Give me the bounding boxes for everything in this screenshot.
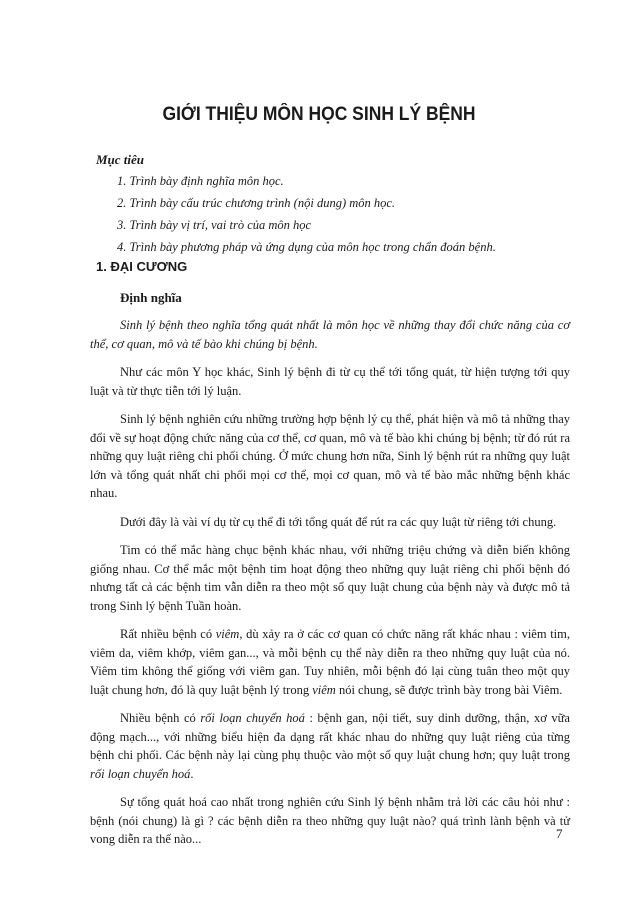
subsection-heading: Định nghĩa xyxy=(120,290,182,305)
paragraph: Sinh lý bệnh nghiên cứu những trường hợp bệnh lý cụ thể, phát hiện và mô tả những thay đổi về sự hoạt động chức năng của cơ thể, cơ quan, mô và tế bào khi chúng bị bệnh; từ đó rút ra những quy luật riêng chi phối chúng. Ở mức chung hơn nữa, Sinh lý bệnh rút ra những quy luật lớn và tổng quát nhất chi phối mọi cơ thể, mọi cơ quan, mô và tế bào mắc những bệnh khác nhau. xyxy=(90,412,570,500)
paragraph xyxy=(90,709,570,783)
text-run: : bệnh gan, nội tiết, suy dinh dưỡng, thận, xơ vữa động mạch..., với những biểu hiện đa dạng rất khác nhau do những quy luật riêng của từng bệnh chi phối. Các bệnh này lại cùng phụ thuộc vào một số quy luật chung hơn; quy luật trong xyxy=(90,711,570,762)
objective-item: 3. Trình bày vị trí, vai trò của môn học xyxy=(117,218,312,232)
page-number: 7 xyxy=(556,826,563,841)
paragraph: Tim có thể mắc hàng chục bệnh khác nhau, với những triệu chứng và diễn biến không giống nhau. Cơ thể mắc một bệnh tim hoạt động theo những quy luật riêng chi phối bệnh đó nhưng tất cả các bệnh tim vẫn diễn ra theo một số quy luật chung của bệnh này và được mô tả trong Sinh lý bệnh Tuần hoàn. xyxy=(90,543,570,613)
objective-item: 2. Trình bày cấu trúc chương trình (nội dung) môn học. xyxy=(117,196,396,210)
emphasis-text: viêm xyxy=(215,627,240,641)
objectives-heading: Mục tiêu xyxy=(96,152,145,167)
definition-paragraph: Sinh lý bệnh theo nghĩa tổng quát nhất là môn học về những thay đổi chức năng của cơ thể, cơ quan, mô và tế bào khi chúng bị bệnh. xyxy=(90,318,570,351)
paragraph: Sự tổng quát hoá cao nhất trong nghiên cứu Sinh lý bệnh nhằm trả lời các câu hỏi như : bệnh (nói chung) là gì ? các bệnh diễn ra theo những quy luật nào? quá trình lành bệnh và tử vong diễn ra thế nào... xyxy=(90,795,570,846)
text-run: nói chung, sẽ được trình bày trong bài Viêm. xyxy=(335,682,563,697)
objectives-list xyxy=(117,170,496,258)
body-text xyxy=(90,316,570,859)
paragraph xyxy=(90,625,570,699)
text-run: , dù xảy ra ở các cơ quan có chức năng rất khác nhau : viêm tim, viêm da, viêm khớp, viêm gan..., và mỗi bệnh cụ thể này diễn ra theo những quy luật của nó. Viêm tim không thể giống với viêm gan. Tuy nhiên, mỗi bệnh đó lại cùng tuân theo một quy luật chung hơn, đó là quy luật bệnh lý trong xyxy=(90,627,570,697)
paragraph: Như các môn Y học khác, Sinh lý bệnh đi từ cụ thể tới tổng quát, từ hiện tượng tới quy luật và từ thực tiễn tới lý luận. xyxy=(90,365,570,398)
paragraph: Dưới đây là vài ví dụ từ cụ thể đi tới tổng quát để rút ra các quy luật từ riêng tới chung. xyxy=(120,514,557,529)
text-run: Rất nhiều bệnh có xyxy=(120,627,216,641)
emphasis-text: rối loạn chuyển hoá xyxy=(200,711,305,725)
section-heading: 1. ĐẠI CƯƠNG xyxy=(96,259,188,274)
page-title: GIỚI THIỆU MÔN HỌC SINH LÝ BỆNH xyxy=(162,104,476,125)
objective-item: 1. Trình bày định nghĩa môn học. xyxy=(117,174,284,188)
objective-item: 4. Trình bày phương pháp và ứng dụng của môn học trong chẩn đoán bệnh. xyxy=(117,240,496,254)
emphasis-text: viêm xyxy=(312,682,336,697)
emphasis-text: rối loạn chuyển hoá xyxy=(90,766,191,781)
text-run: Nhiều bệnh có xyxy=(120,711,201,725)
text-run: . xyxy=(190,766,194,781)
